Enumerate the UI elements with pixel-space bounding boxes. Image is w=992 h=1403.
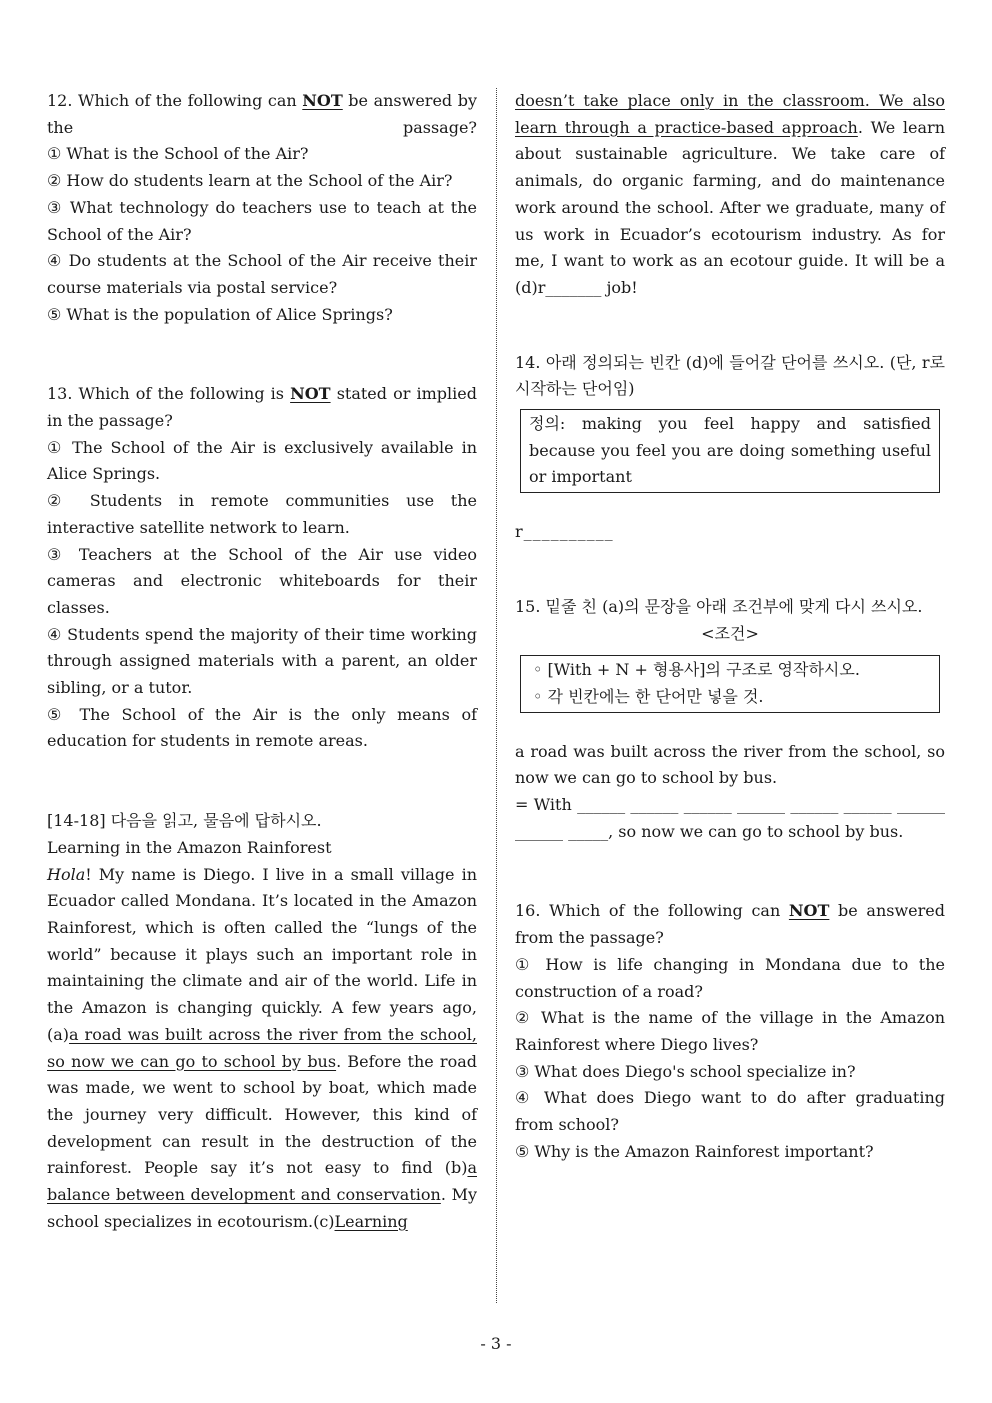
- q16-option-5: ⑤ Why is the Amazon Rainforest important?: [515, 1141, 874, 1161]
- q16-option-3: ③ What does Diego's school specialize in?: [515, 1061, 856, 1081]
- q12-option-1: ① What is the School of the Air?: [47, 144, 309, 164]
- left-column: [47, 88, 477, 1235]
- underlined-b: a balance between development and conservation: [47, 1158, 477, 1205]
- q15-rewrite[interactable]: = With ______ ______ ______ ______ ______ ______ ______ ______ _____, so now we can go to school by bus.: [515, 795, 945, 841]
- question-15: [515, 594, 945, 846]
- passage-header: [14-18] 다음을 읽고, 물음에 답하시오.: [47, 811, 322, 831]
- q13-option-3: ③ Teachers at the School of the Air use video cameras and electronic whiteboards for their classes.: [47, 544, 477, 617]
- column-divider: [496, 88, 497, 1303]
- question-12: [47, 88, 477, 328]
- passage-title: Learning in the Amazon Rainforest: [47, 837, 332, 857]
- q16-option-1: ① How is life changing in Mondana due to the construction of a road?: [515, 954, 945, 1001]
- q15-stem: 15. 밑줄 친 (a)의 문장을 아래 조건부에 맞게 다시 쓰시오.: [515, 596, 923, 616]
- hola-word: Hola: [47, 864, 86, 884]
- q15-condition-box: [520, 655, 940, 712]
- q15-condition-1: ◦ [With + N + 형용사]의 구조로 영작하시오.: [533, 660, 860, 680]
- passage-continued: doesn’t take place only in the classroom. We also learn through a practice-based approach. We learn about sustainable agriculture. We take care of animals, do organic farming, and do maintenance work around the school. After we graduate, many of us work in Ecuador’s ecotourism industry. As for me, I want to work as an ecotour guide. It will be a (d)r_______ job!: [515, 91, 945, 297]
- q12-option-4: ④ Do students at the School of the Air receive their course materials via postal service?: [47, 251, 477, 297]
- question-16: [515, 898, 945, 1165]
- q12-option-2: ② How do students learn at the School of the Air?: [47, 171, 453, 191]
- q16-option-2: ② What is the name of the village in the Amazon Rainforest where Diego lives?: [515, 1008, 945, 1054]
- q14-stem: 14. 아래 정의되는 빈칸 (d)에 들어갈 단어를 쓰시오. (단, r로 시작하는 단어임): [515, 352, 945, 399]
- q12-option-3: ③ What technology do teachers use to teach at the School of the Air?: [47, 197, 477, 244]
- q14-answer-line[interactable]: r__________: [515, 522, 614, 542]
- question-13: [47, 381, 477, 755]
- underlined-a: a road was built across the river from the school, so now we can go to school by bus: [47, 1024, 477, 1071]
- q15-condition-title: <조건>: [701, 623, 759, 643]
- q15-sentence: a road was built across the river from the school, so now we can go to school by bus.: [515, 741, 945, 788]
- q13-stem: 13. Which of the following is NOT stated or implied in the passage?: [47, 384, 477, 431]
- q13-option-1: ① The School of the Air is exclusively available in Alice Springs.: [47, 437, 477, 484]
- q12-option-5: ⑤ What is the population of Alice Springs?: [47, 304, 393, 324]
- q12-stem: 12. Which of the following can NOT be answered by the passage?: [47, 91, 478, 137]
- underlined-c-end: doesn’t take place only in the classroom. We also learn through a practice-based approach: [515, 91, 945, 137]
- q14-definition-box: 정의: making you feel happy and satisfied because you feel you are doing something useful or important: [520, 409, 940, 493]
- q13-option-4: ④ Students spend the majority of their time working through assigned materials with a parent, an older sibling, or a tutor.: [47, 624, 477, 698]
- page-number: - 3 -: [480, 1334, 512, 1353]
- q15-condition-2: ◦ 각 빈칸에는 한 단어만 넣을 것.: [533, 686, 764, 706]
- underlined-c-start: Learning: [334, 1211, 408, 1231]
- q16-option-4: ④ What does Diego want to do after graduating from school?: [515, 1088, 945, 1135]
- question-14: [515, 350, 945, 546]
- passage-body: Hola! My name is Diego. I live in a small village in Ecuador called Mondana. It’s located in the Amazon Rainforest, which is often called the “lungs of the world” because it plays such an important role in maintaining the climate and air of the world. Life in the Amazon is changing quickly. A few years ago, (a)a road was built across the river from the school, so now we can go to school by bus. Before the road was made, we went to school by boat, which made the journey very difficult. However, this kind of development can result in the destruction of the rainforest. People say it’s not easy to find (b)a balance between development and conservation. My school specializes in ecotourism.(c)Learning: [47, 864, 478, 1231]
- passage: [47, 808, 477, 1235]
- right-column: [515, 88, 945, 1166]
- q16-stem: 16. Which of the following can NOT be answered from the passage?: [515, 901, 945, 948]
- q13-option-2: ② Students in remote communities use the interactive satellite network to learn.: [47, 491, 477, 537]
- q13-option-5: ⑤ The School of the Air is the only means of education for students in remote areas.: [47, 704, 477, 751]
